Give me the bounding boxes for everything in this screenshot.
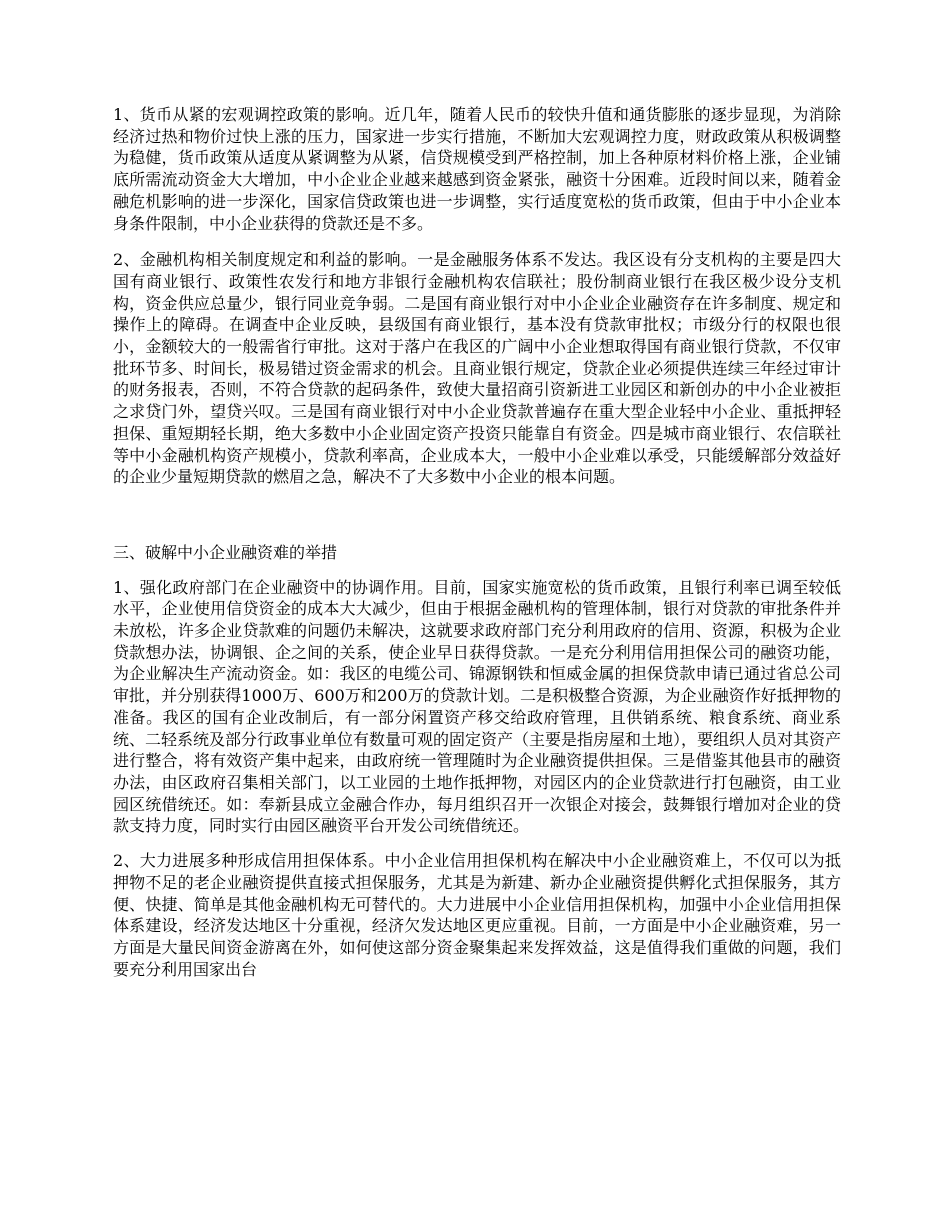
section-heading-measures: 三、破解中小企业融资难的举措 (113, 542, 338, 562)
paragraph-monetary-policy: 1、货币从紧的宏观调控政策的影响。近几年，随着人民币的较快升值和通货膨胀的逐步显现，为消除经济过热和物价过快上涨的压力，国家进一步实行措施，不断加大宏观调控力度，财政政策从积极调整为稳健，货币政策从适度从紧调整为从紧，信贷规模受到严格控制，加上各种原材料价格上涨，企业铺底所需流动资金大大增加，中小企业企业越来越感到资金紧张，融资十分困难。近段时间以来，随着金融危机影响的进一步深化，国家信贷政策也进一步调整，实行适度宽松的货币政策，但由于中小企业本身条件限制，中小企业获得的贷款还是不多。 (113, 105, 841, 233)
paragraph-government-coordination: 1、强化政府部门在企业融资中的协调作用。目前，国家实施宽松的货币政策，且银行利率已调至较低水平，企业使用信贷资金的成本大大减少，但由于根据金融机构的管理体制，银行对贷款的审批条件并未放松，许多企业贷款难的问题仍未解决，这就要求政府部门充分利用政府的信用、资源，积极为企业贷款想办法，协调银、企之间的关系，使企业早日获得贷款。一是充分利用信用担保公司的融资功能，为企业解决生产流动资金。如：我区的电缆公司、锦源钢铁和恒威金属的担保贷款申请已通过省总公司审批，并分别获得1000万、600万和200万的贷款计划。二是积极整合资源，为企业融资作好抵押物的准备。我区的国有企业改制后，有一部分闲置资产移交给政府管理，且供销系统、粮食系统、商业系统、二轻系统及部分行政事业单位有数量可观的固定资产（主要是指房屋和土地），要组织人员对其资产进行整合，将有效资产集中起来，由政府统一管理随时为企业融资提供担保。三是借鉴其他县市的融资办法，由区政府召集相关部门，以工业园的土地作抵押物，对园区内的企业贷款进行打包融资，由工业园区统借统还。如：奉新县成立金融合作办，每月组织召开一次银企对接会，鼓舞银行增加对企业的贷款支持力度，同时实行由园区融资平台开发公司统借统还。 (113, 577, 842, 836)
paragraph-credit-guarantee: 2、大力进展多种形成信用担保体系。中小企业信用担保机构在解决中小企业融资难上，不仅可以为抵押物不足的老企业融资提供直接式担保服务，尤其是为新建、新办企业融资提供孵化式担保服务，其方便、快捷、简单是其他金融机构无可替代的。大力进展中小企业信用担保机构，加强中小企业信用担保体系建设，经济发达地区十分重视，经济欠发达地区更应重视。目前，一方面是中小企业融资难，另一方面是大量民间资金游离在外，如何使这部分资金聚集起来发挥效益，这是值得我们重做的问题，我们要充分利用国家出台 (113, 851, 841, 979)
paragraph-financial-institutions: 2、金融机构相关制度规定和利益的影响。一是金融服务体系不发达。我区设有分支机构的主要是四大国有商业银行、政策性农发行和地方非银行金融机构农信联社；股份制商业银行在我区极少设分支机构，资金供应总量少，银行同业竞争弱。二是国有商业银行对中小企业企业融资存在许多制度、规定和操作上的障碍。在调查中企业反映，县级国有商业银行，基本没有贷款审批权；市级分行的权限也很小，金额较大的一般需省行审批。这对于落户在我区的广阔中小企业想取得国有商业银行贷款，不仅审批环节多、时间长，极易错过资金需求的机会。且商业银行规定，贷款企业必须提供连续三年经过审计的财务报表，否则，不符合贷款的起码条件，致使大量招商引资新进工业园区和新创办的中小企业被拒之求贷门外，望贷兴叹。三是国有商业银行对中小企业贷款普遍存在重大型企业轻中小企业、重抵押轻担保、重短期轻长期，绝大多数中小企业固定资产投资只能靠自有资金。四是城市商业银行、农信联社等中小金融机构资产规模小，贷款利率高，企业成本大，一般中小企业难以承受，只能缓解部分效益好的企业少量短期贷款的燃眉之急，解决不了大多数中小企业的根本问题。 (113, 250, 841, 487)
document-body (113, 104, 841, 980)
